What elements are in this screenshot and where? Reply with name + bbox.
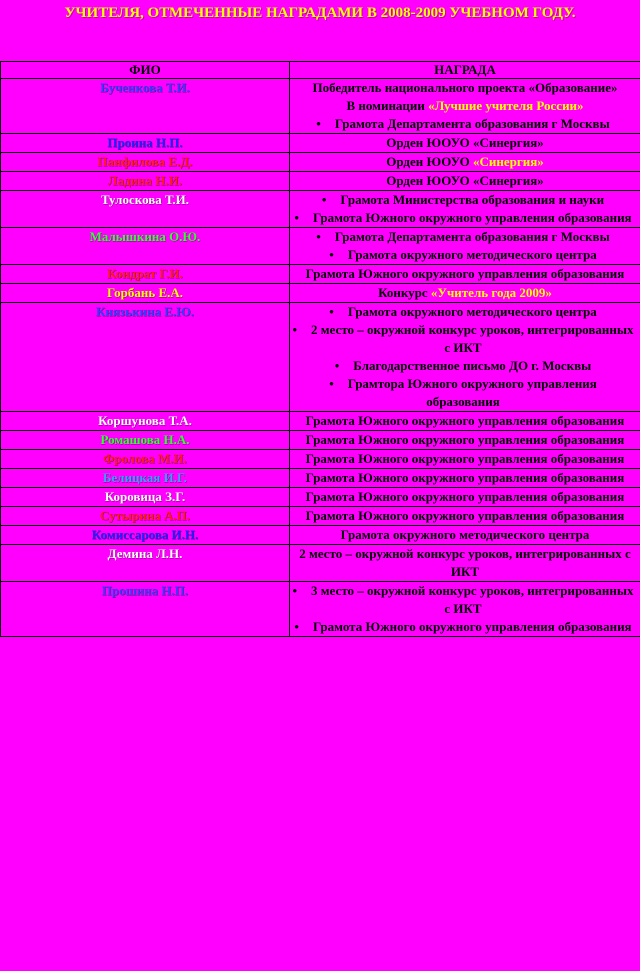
- award-cell: [290, 303, 640, 412]
- table-row: [1, 228, 640, 265]
- award-line: Грамота Южного окружного управления образования: [305, 266, 625, 281]
- table-row: [1, 191, 640, 228]
- teacher-name: Проина Н.П.: [1, 134, 290, 153]
- teacher-name: Панфилова Е.Д.: [1, 153, 290, 172]
- table-row: [1, 469, 640, 488]
- teacher-name: Коршунова Т.А.: [1, 412, 290, 431]
- award-list: [292, 303, 638, 411]
- table-row: [1, 507, 640, 526]
- award-cell: [290, 265, 640, 284]
- award-list-item: • Грамота окружного методического центра: [292, 303, 634, 321]
- table-row: [1, 412, 640, 431]
- table-row: [1, 582, 640, 637]
- teacher-name: Тулоскова Т.И.: [1, 191, 290, 228]
- table-row: [1, 545, 640, 582]
- award-line: Орден ЮОУО «Синергия»: [386, 135, 544, 150]
- award-list-item: • Грамота Департамента образования г Москвы: [292, 228, 634, 246]
- table-row: [1, 431, 640, 450]
- table-row: [1, 303, 640, 412]
- teacher-name: Князькина Е.Ю.: [1, 303, 290, 412]
- table-row: [1, 265, 640, 284]
- teacher-name: Коровица З.Г.: [1, 488, 290, 507]
- award-text: Орден ЮОУО: [386, 154, 473, 169]
- award-line: [292, 153, 638, 171]
- teacher-name: Прошина Н.П.: [1, 582, 290, 637]
- award-cell: [290, 191, 640, 228]
- award-cell: [290, 284, 640, 303]
- award-cell: [290, 431, 640, 450]
- teacher-name: Бученкова Т.И.: [1, 79, 290, 134]
- teacher-name: Ромашова Н.А.: [1, 431, 290, 450]
- teacher-name: Демина Л.Н.: [1, 545, 290, 582]
- award-line: Грамота Южного окружного управления образования: [305, 413, 625, 428]
- award-line: [292, 284, 638, 302]
- teacher-name: Белицкая И.Г.: [1, 469, 290, 488]
- award-list-item: • Грамота окружного методического центра: [292, 246, 634, 264]
- award-list-item: • Грамтора Южного окружного управления образования: [292, 375, 634, 411]
- award-list: [292, 191, 638, 227]
- award-list-item: • Грамота Южного окружного управления образования: [292, 209, 634, 227]
- teacher-name: Фролова М.И.: [1, 450, 290, 469]
- table-row: [1, 153, 640, 172]
- award-line: Победитель национального проекта «Образование»: [312, 80, 618, 95]
- header-award: НАГРАДА: [290, 62, 640, 79]
- table-row: [1, 450, 640, 469]
- award-cell: [290, 545, 640, 582]
- award-list: [292, 228, 638, 264]
- award-cell: [290, 79, 640, 134]
- award-list-item: • 2 место – окружной конкурс уроков, интегрированных с ИКТ: [292, 321, 634, 357]
- table-row: [1, 172, 640, 191]
- award-list-item: • Грамота Южного окружного управления образования: [292, 618, 634, 636]
- award-line: Грамота Южного окружного управления образования: [305, 489, 625, 504]
- page-title: УЧИТЕЛЯ, ОТМЕЧЕННЫЕ НАГРАДАМИ В 2008-2009 УЧЕБНОМ ГОДУ.: [64, 5, 576, 21]
- teacher-name: Горбань Е.А.: [1, 284, 290, 303]
- award-highlight: «Синергия»: [472, 154, 544, 169]
- award-highlight: «Учитель года 2009»: [430, 285, 552, 300]
- table-header-row: [1, 62, 640, 79]
- nomination-prefix: В номинации: [346, 98, 429, 113]
- award-cell: [290, 582, 640, 637]
- nomination-highlight: «Лучшие учителя России»: [428, 98, 584, 113]
- award-cell: [290, 526, 640, 545]
- award-cell: [290, 507, 640, 526]
- table-row: [1, 488, 640, 507]
- award-cell: [290, 450, 640, 469]
- teacher-name: Ладина Н.И.: [1, 172, 290, 191]
- award-line: Грамота Южного окружного управления образования: [305, 470, 625, 485]
- nomination-line: [292, 97, 638, 115]
- award-list-item: • Грамота Министерства образования и науки: [292, 191, 634, 209]
- award-cell: [290, 153, 640, 172]
- teacher-name: Малышкина О.Ю.: [1, 228, 290, 265]
- table-row: [1, 526, 640, 545]
- award-line: Грамота Южного окружного управления образования: [305, 451, 625, 466]
- award-line: Грамота Южного окружного управления образования: [305, 508, 625, 523]
- award-cell: [290, 172, 640, 191]
- teacher-name: Кондрат Г.И.: [1, 265, 290, 284]
- teacher-name: Сутырина А.П.: [1, 507, 290, 526]
- table-row: [1, 284, 640, 303]
- award-line: 2 место – окружной конкурс уроков, интегрированных с ИКТ: [299, 546, 631, 579]
- header-name: ФИО: [1, 62, 290, 79]
- award-cell: [290, 469, 640, 488]
- award-cell: [290, 228, 640, 265]
- award-line: Грамота Южного окружного управления образования: [305, 432, 625, 447]
- award-cell: [290, 134, 640, 153]
- teacher-name: Комиссарова И.Н.: [1, 526, 290, 545]
- award-line: Орден ЮОУО «Синергия»: [386, 173, 544, 188]
- table-row: [1, 134, 640, 153]
- award-list-item: • Благодарственное письмо ДО г. Москвы: [292, 357, 634, 375]
- award-cell: [290, 412, 640, 431]
- award-list-item: • 3 место – окружной конкурс уроков, интегрированных с ИКТ: [292, 582, 634, 618]
- award-line: Грамота окружного методического центра: [340, 527, 590, 542]
- table-row: [1, 79, 640, 134]
- award-text: Конкурс: [378, 285, 431, 300]
- awards-table: [0, 61, 640, 637]
- award-list: [292, 582, 638, 636]
- award-list: [292, 115, 638, 133]
- award-list-item: • Грамота Департамента образования г Москвы: [292, 115, 634, 133]
- award-cell: [290, 488, 640, 507]
